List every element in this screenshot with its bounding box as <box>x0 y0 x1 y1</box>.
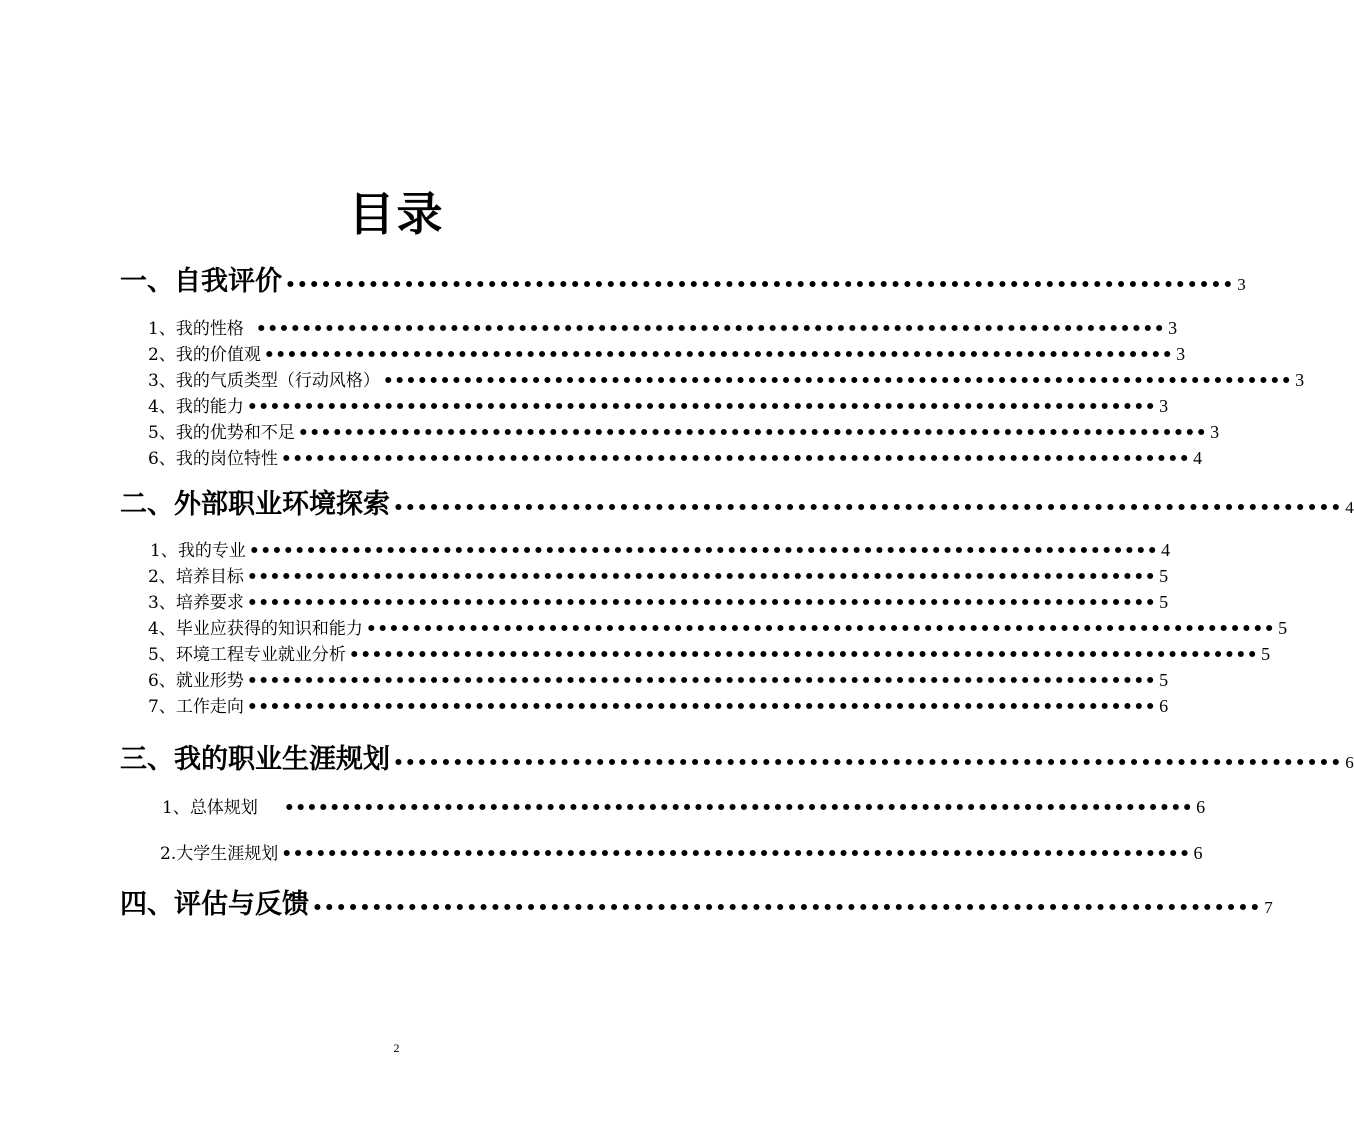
toc-page-number: 3 <box>1237 275 1246 294</box>
toc-entry-label: 5、环境工程专业就业分析 <box>148 645 346 665</box>
toc-leader-dots: •••••••••••••••••••••••••••••••••••••••••••••••••••••••••••••••••••••••••••••••• <box>280 449 1191 469</box>
toc-leader-dots: •••••••••••••••••••••••••••••••••••••••••••••••••••••••••••••••••••••••••••••••• <box>382 371 1293 391</box>
toc-entry-label: 2、培养目标 <box>148 567 244 587</box>
toc-page-number: 5 <box>1159 592 1169 612</box>
toc-page-number: 4 <box>1161 540 1171 560</box>
toc-entry-label: 5、我的优势和不足 <box>148 423 295 443</box>
toc-page-number: 3 <box>1176 344 1186 364</box>
toc-leader-dots: •••••••••••••••••••••••••••••••••••••••••••••••••••••••••••••••••••••••••••••••• <box>246 671 1157 691</box>
toc-entry[interactable] <box>148 366 1305 391</box>
toc-page-number: 4 <box>1193 448 1203 468</box>
toc-page-number: 6 <box>1193 843 1203 863</box>
toc-section-external-environment[interactable] <box>120 482 1354 520</box>
toc-entry-label: 4、我的能力 <box>148 397 244 417</box>
toc-entry-label: 1、我的性格 <box>148 319 244 339</box>
toc-section-evaluation-feedback[interactable] <box>120 882 1273 920</box>
toc-leader-dots: •••••••••••••••••••••••••••••••••••••••••••••••••••••••••••••••••••••••••••••••• <box>285 275 1235 295</box>
toc-leader-dots: •••••••••••••••••••••••••••••••••••••••••••••••••••••••••••••••••••••••••••••••• <box>263 345 1174 365</box>
toc-entry-label: 1、总体规划 <box>162 798 258 818</box>
toc-entry-label: 1、我的专业 <box>150 541 246 561</box>
toc-section-label: 三、我的职业生涯规划 <box>120 744 390 775</box>
toc-page-number: 3 <box>1168 318 1178 338</box>
toc-entry[interactable] <box>148 666 1169 691</box>
toc-page-number: 3 <box>1210 422 1220 442</box>
toc-page-number: 5 <box>1159 566 1169 586</box>
toc-section-label: 四、评估与反馈 <box>120 889 309 920</box>
toc-leader-dots: •••••••••••••••••••••••••••••••••••••••••••••••••••••••••••••••••••••••••••••••• <box>283 798 1194 818</box>
toc-page-number: 6 <box>1159 696 1169 716</box>
toc-page-number: 3 <box>1159 396 1169 416</box>
toc-page-number: 6 <box>1345 753 1354 772</box>
toc-entry-label: 7、工作走向 <box>148 697 244 717</box>
toc-entry-label: 4、毕业应获得的知识和能力 <box>148 619 363 639</box>
toc-section-self-evaluation[interactable] <box>120 259 1246 297</box>
toc-section-label: 二、外部职业环境探索 <box>120 489 390 520</box>
toc-page-number: 5 <box>1261 644 1271 664</box>
toc-page-number: 3 <box>1295 370 1305 390</box>
toc-leader-dots: •••••••••••••••••••••••••••••••••••••••••••••••••••••••••••••••••••••••••••••••• <box>297 423 1208 443</box>
toc-entry-label: 3、我的气质类型（行动风格） <box>148 371 380 391</box>
toc-section-career-planning[interactable] <box>120 737 1354 775</box>
toc-leader-dots: •••••••••••••••••••••••••••••••••••••••••••••••••••••••••••••••••••••••••••••••• <box>246 593 1157 613</box>
toc-page-number: 7 <box>1264 898 1273 917</box>
toc-page-number: 5 <box>1278 618 1288 638</box>
toc-entry[interactable] <box>148 444 1203 469</box>
toc-leader-dots: •••••••••••••••••••••••••••••••••••••••••••••••••••••••••••••••••••••••••••••••• <box>246 567 1157 587</box>
toc-entry[interactable] <box>162 793 1206 818</box>
toc-entry-label: 3、培养要求 <box>148 593 244 613</box>
toc-leader-dots: •••••••••••••••••••••••••••••••••••••••••••••••••••••••••••••••••••••••••••••••• <box>365 619 1276 639</box>
toc-page-number: 5 <box>1159 670 1169 690</box>
toc-entry[interactable] <box>148 314 1178 339</box>
toc-page-number: 4 <box>1345 498 1354 517</box>
toc-entry-label: 2.大学生涯规划 <box>160 844 279 864</box>
toc-entry-label: 6、我的岗位特性 <box>148 449 278 469</box>
toc-leader-dots: •••••••••••••••••••••••••••••••••••••••••••••••••••••••••••••••••••••••••••••••• <box>281 844 1191 864</box>
toc-leader-dots: •••••••••••••••••••••••••••••••••••••••••••••••••••••••••••••••••••••••••••••••• <box>246 697 1157 717</box>
page-title: 目录 <box>348 187 445 241</box>
toc-leader-dots: •••••••••••••••••••••••••••••••••••••••••••••••••••••••••••••••••••••••••••••••• <box>246 397 1157 417</box>
toc-entry[interactable] <box>148 614 1288 639</box>
toc-leader-dots: •••••••••••••••••••••••••••••••••••••••••••••••••••••••••••••••••••••••••••••••• <box>255 319 1166 339</box>
toc-entry[interactable] <box>150 536 1171 561</box>
toc-entry[interactable] <box>148 562 1169 587</box>
toc-entry-label: 2、我的价值观 <box>148 345 261 365</box>
toc-entry[interactable] <box>148 392 1169 417</box>
toc-page-number: 6 <box>1196 797 1206 817</box>
toc-leader-dots: •••••••••••••••••••••••••••••••••••••••••••••••••••••••••••••••••••••••••••••••• <box>393 498 1343 518</box>
toc-entry[interactable] <box>160 839 1203 864</box>
toc-entry[interactable] <box>148 340 1186 365</box>
toc-section-label: 一、自我评价 <box>120 266 282 297</box>
toc-leader-dots: •••••••••••••••••••••••••••••••••••••••••••••••••••••••••••••••••••••••••••••••• <box>312 898 1262 918</box>
toc-entry[interactable] <box>148 588 1169 613</box>
toc-leader-dots: •••••••••••••••••••••••••••••••••••••••••••••••••••••••••••••••••••••••••••••••• <box>393 753 1343 773</box>
toc-leader-dots: •••••••••••••••••••••••••••••••••••••••••••••••••••••••••••••••••••••••••••••••• <box>348 645 1259 665</box>
toc-leader-dots: •••••••••••••••••••••••••••••••••••••••••••••••••••••••••••••••••••••••••••••••• <box>248 541 1159 561</box>
toc-entry[interactable] <box>148 418 1220 443</box>
toc-entry-label: 6、就业形势 <box>148 671 244 691</box>
toc-entry[interactable] <box>148 640 1271 665</box>
footer-page-number: 2 <box>393 1041 400 1055</box>
toc-entry[interactable] <box>148 692 1169 717</box>
